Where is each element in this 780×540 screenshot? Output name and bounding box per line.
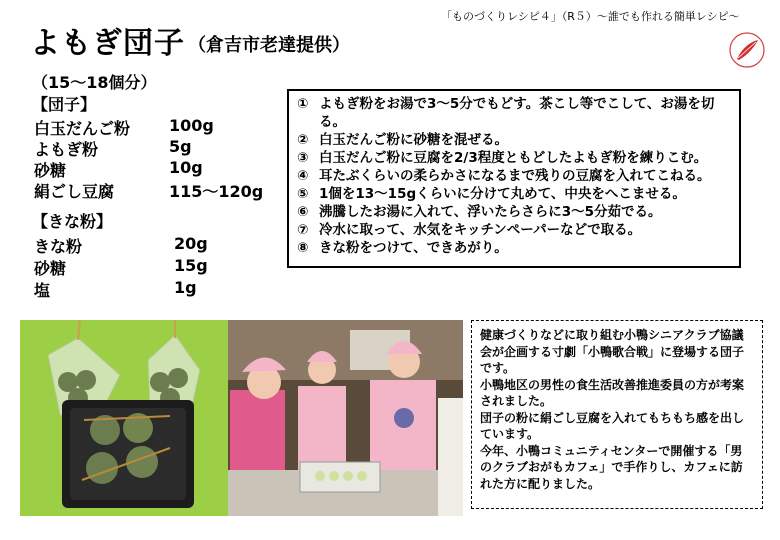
step-item xyxy=(297,167,731,185)
ingredient-amount: 115～120g xyxy=(169,182,264,201)
dango-heading: 【団子】 xyxy=(32,95,97,114)
step-item xyxy=(297,203,731,221)
ingredient-name: 白玉だんご粉 xyxy=(34,119,131,138)
steps-box xyxy=(287,89,741,268)
ingredient-name: 塩 xyxy=(34,281,51,300)
ingredient-row xyxy=(34,158,284,180)
step-text: 白玉だんご粉に豆腐を2/3程度ともどしたよもぎ粉を練りこむ。 xyxy=(319,150,708,166)
step-item xyxy=(297,185,731,203)
ingredient-amount: 20g xyxy=(174,234,208,253)
step-number: ⑧ xyxy=(297,240,309,256)
ingredient-row xyxy=(34,137,284,159)
step-text: よもぎ粉をお湯で3～5分でもどす。茶こし等でこして、お湯を切る。 xyxy=(319,96,715,130)
step-text: きな粉をつけて、できあがり。 xyxy=(319,240,508,256)
step-number: ⑦ xyxy=(297,222,309,238)
step-number: ① xyxy=(297,96,309,112)
ingredient-name: 砂糖 xyxy=(34,259,67,278)
step-number: ③ xyxy=(297,150,309,166)
step-text: 沸騰したお湯に入れて、浮いたらさらに3～5分茹でる。 xyxy=(319,204,662,220)
step-item xyxy=(297,149,731,167)
step-item xyxy=(297,95,731,131)
ingredient-name: よもぎ粉 xyxy=(34,140,99,159)
ingredient-row xyxy=(34,116,284,138)
ingredient-amount: 1g xyxy=(174,278,197,297)
servings-label: （15～18個分） xyxy=(32,73,157,92)
recipe-logo-icon xyxy=(729,32,765,68)
ingredient-row xyxy=(34,256,284,278)
step-item xyxy=(297,239,731,257)
description-paragraph: 今年、小鴨コミュニティセンターで開催する「男のクラブおがもカフェ」で手作りし、カフェに訪れた方に配りました。 xyxy=(480,443,743,491)
page-title: よもぎ団子 xyxy=(30,26,185,61)
description-paragraph: 小鴨地区の男性の食生活改善推進委員の方が考案されました。 xyxy=(480,377,745,408)
ingredient-row xyxy=(34,278,284,300)
ingredient-name: きな粉 xyxy=(34,237,83,256)
step-number: ⑤ xyxy=(297,186,309,202)
ingredient-name: 絹ごし豆腐 xyxy=(34,182,115,201)
description-box xyxy=(471,320,763,509)
ingredient-name: 砂糖 xyxy=(34,161,67,180)
step-number: ② xyxy=(297,132,309,148)
step-text: 白玉だんご粉に砂糖を混ぜる。 xyxy=(319,132,508,148)
step-item xyxy=(297,131,731,149)
ingredient-amount: 100g xyxy=(169,116,214,135)
description-paragraph: 健康づくりなどに取り組む小鴨シニアクラブ協議会が企画する寸劇「小鴨歌合戦」に登場する団子です。 xyxy=(480,328,745,375)
provider-label: （倉吉市老達提供） xyxy=(188,35,350,56)
step-number: ⑥ xyxy=(297,204,309,220)
step-number: ④ xyxy=(297,168,309,184)
dango-photo xyxy=(20,320,463,516)
ingredient-amount: 5g xyxy=(169,137,192,156)
series-note: 「ものづくりレシピ４」（R５）～誰でも作れる簡単レシピ～ xyxy=(441,10,740,23)
description-paragraph: 団子の粉に絹ごし豆腐を入れてもちもち感を出しています。 xyxy=(480,410,745,441)
kinako-heading: 【きな粉】 xyxy=(32,212,113,231)
ingredient-amount: 10g xyxy=(169,158,203,177)
step-text: 耳たぶくらいの柔らかさになるまで残りの豆腐を入れてこねる。 xyxy=(319,168,711,184)
step-text: 冷水に取って、水気をキッチンペーパーなどで取る。 xyxy=(319,222,642,238)
step-text: 1個を13～15gくらいに分けて丸めて、中央をへこませる。 xyxy=(319,186,686,202)
ingredient-amount: 15g xyxy=(174,256,208,275)
ingredient-row xyxy=(34,234,284,256)
step-item xyxy=(297,221,731,239)
ingredient-row xyxy=(34,179,284,201)
